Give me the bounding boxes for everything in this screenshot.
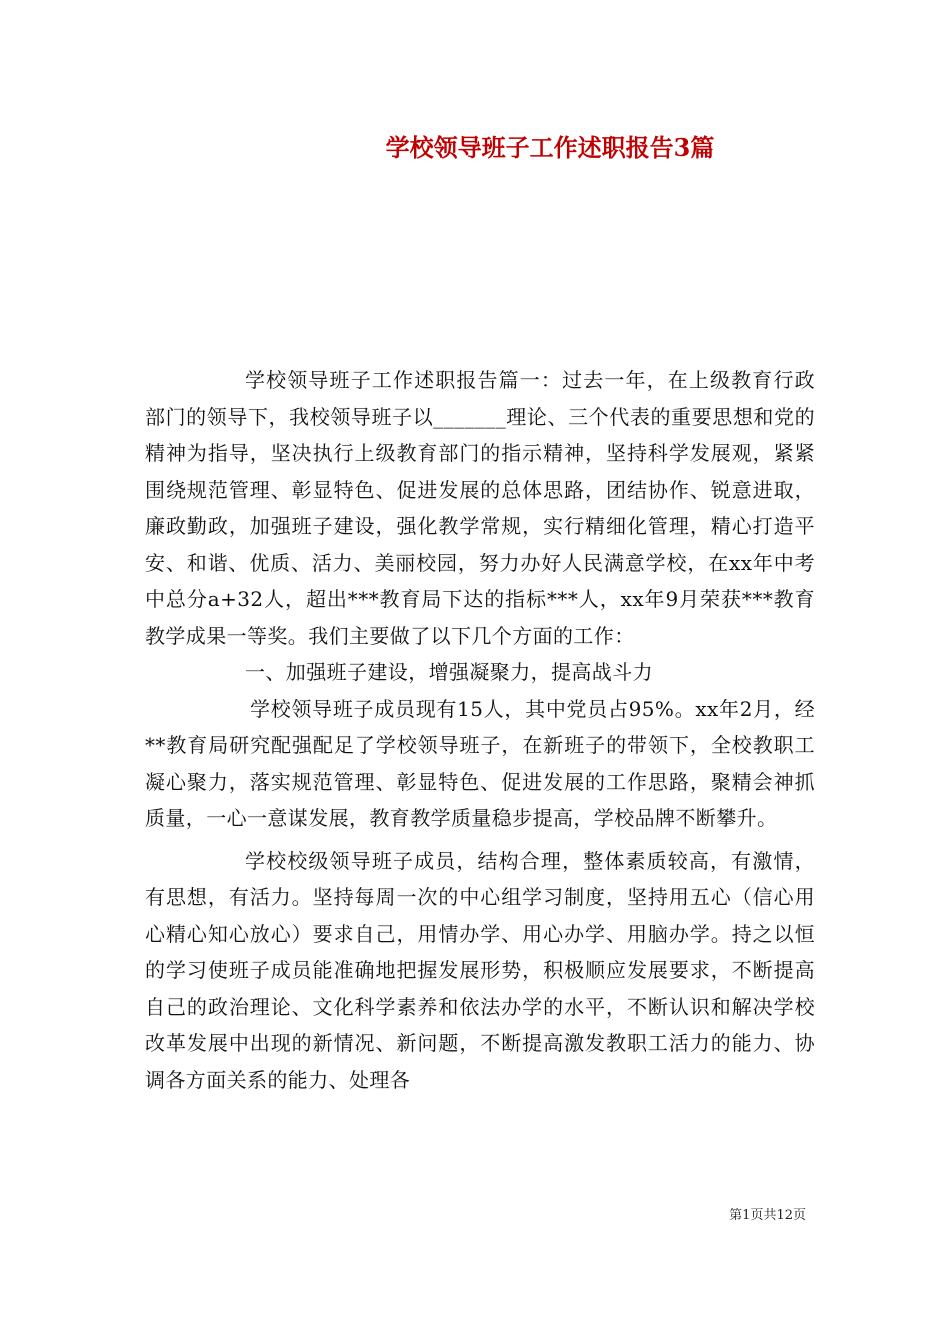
paragraph-intro: 学校领导班子工作述职报告篇一：过去一年，在上级教育行政部门的领导下，我校领导班子以_______理论、三个代表的重要思想和党的精神为指导，坚决执行上级教育部门的指示精神，坚持科学发展观，紧紧围绕规范管理、彰显特色、促进发展的总体思路，团结协作、锐意进取，廉政勤政，加强班子建设，强化教学常规，实行精细化管理，精心打造平安、和谐、优质、活力、美丽校园，努力办好人民满意学校，在xx年中考中总分a+32人，超出***教育局下达的指标***人，xx年9月荣获***教育教学成果一等奖。我们主要做了以下几个方面的工作： <box>145 368 815 648</box>
document-body <box>145 362 815 1098</box>
section-heading-1: 一、加强班子建设，增强凝聚力，提高战斗力 <box>245 660 653 684</box>
paragraph-members: 学校领导班子成员现有15人，其中党员占95%。xx年2月，经**教育局研究配强配足了学校领导班子，在新班子的带领下，全校教职工凝心聚力，落实规范管理、彰显特色、促进发展的工作思路，聚精会神抓质量，一心一意谋发展，教育教学质量稳步提高，学校品牌不断攀升。 <box>145 696 815 830</box>
page-number: 第1页共12页 <box>729 1208 806 1223</box>
paragraph-leadership: 学校校级领导班子成员，结构合理，整体素质较高，有激情，有思想，有活力。坚持每周一次的中心组学习制度，坚持用五心（信心用心精心知心放心）要求自己，用情办学、用心办学、用脑办学。持之以恒的学习使班子成员能准确地把握发展形势，积极顺应发展要求，不断提高自己的政治理论、文化科学素养和依法办学的水平，不断认识和解决学校改革发展中出现的新情况、新问题，不断提高激发教职工活力的能力、协调各方面关系的能力、处理各 <box>145 848 815 1092</box>
page-title: 学校领导班子工作述职报告3篇 <box>385 133 715 162</box>
